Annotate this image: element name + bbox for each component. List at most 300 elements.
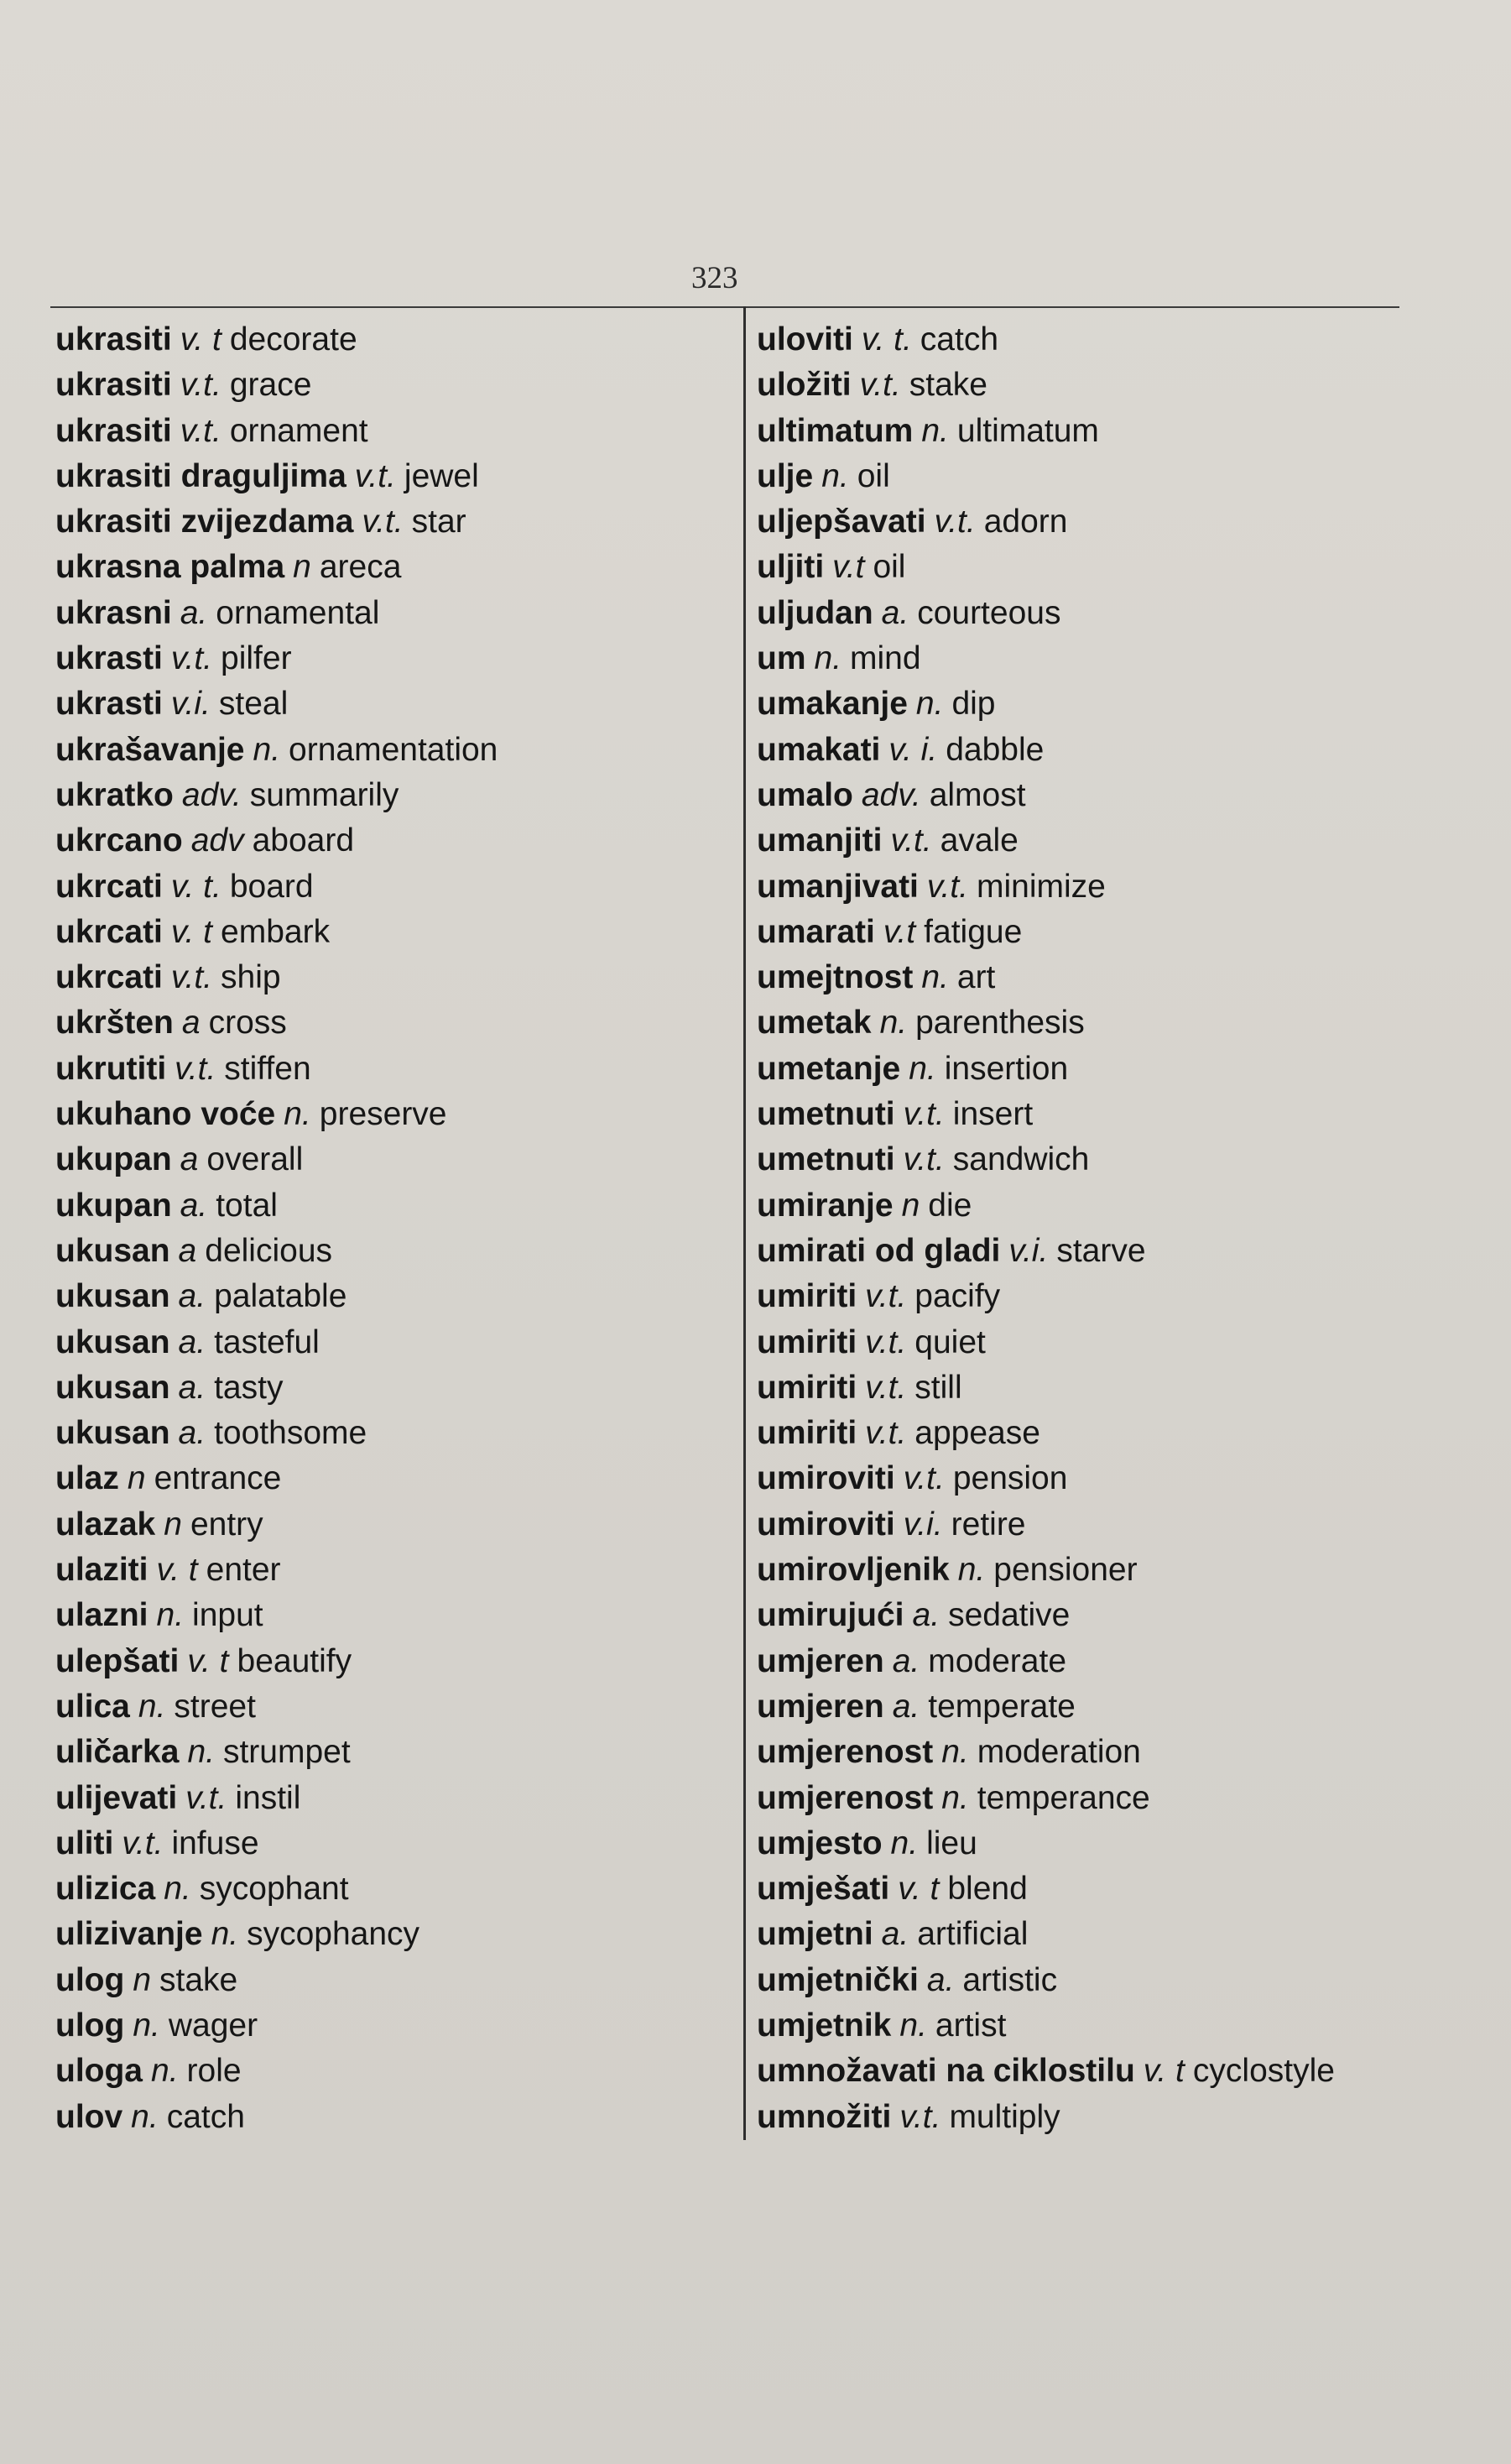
entry-part-of-speech: n. xyxy=(899,2007,927,2044)
entry-translation: stake xyxy=(159,1961,238,1998)
entry-part-of-speech: v.t. xyxy=(903,1096,945,1133)
entry-headword: ultimatum xyxy=(757,412,914,449)
entry-part-of-speech: n. xyxy=(941,1734,969,1771)
entry-headword: umjeren xyxy=(757,1688,884,1725)
entry-translation: almost xyxy=(929,776,1026,813)
entry-translation: total xyxy=(216,1187,278,1224)
dictionary-entry xyxy=(55,1000,727,1046)
dictionary-entry xyxy=(55,1229,727,1274)
entry-headword: umetnuti xyxy=(757,1141,895,1178)
dictionary-entry xyxy=(757,1912,1495,1957)
entry-translation: entry xyxy=(190,1506,263,1543)
entry-translation: board xyxy=(229,868,314,905)
entry-headword: ukusan xyxy=(55,1369,170,1406)
entry-translation: dip xyxy=(951,686,996,723)
entry-headword: umakati xyxy=(757,731,881,768)
entry-part-of-speech: n. xyxy=(151,2053,179,2090)
entry-part-of-speech: a. xyxy=(178,1415,206,1452)
entry-headword: umiriti xyxy=(757,1278,857,1315)
entry-part-of-speech: a. xyxy=(881,1916,909,1953)
entry-part-of-speech: a. xyxy=(892,1688,920,1725)
entry-part-of-speech: n xyxy=(293,549,311,586)
entry-part-of-speech: v.t. xyxy=(859,367,901,404)
dictionary-entry xyxy=(55,591,727,636)
entry-headword: umjerenost xyxy=(757,1779,934,1816)
dictionary-entry xyxy=(757,1684,1495,1730)
entry-translation: oil xyxy=(873,549,906,586)
dictionary-entry xyxy=(55,409,727,454)
entry-translation: beautify xyxy=(237,1642,352,1679)
entry-part-of-speech: n. xyxy=(138,1688,166,1725)
entry-part-of-speech: v.i. xyxy=(903,1506,943,1543)
entry-headword: ukrasti xyxy=(55,686,163,723)
dictionary-entry xyxy=(55,1866,727,1912)
entry-part-of-speech: v. t xyxy=(1143,2053,1185,2090)
entry-translation: cyclostyle xyxy=(1192,2053,1335,2090)
dictionary-entry xyxy=(757,636,1495,681)
entry-headword: umalo xyxy=(757,776,853,813)
dictionary-entry xyxy=(757,2095,1495,2140)
dictionary-entry xyxy=(55,1137,727,1182)
entry-translation: starve xyxy=(1056,1232,1146,1269)
entry-headword: ukupan xyxy=(55,1187,172,1224)
dictionary-entry xyxy=(757,1000,1495,1046)
entry-headword: umnožiti xyxy=(757,2098,892,2135)
entry-part-of-speech: a xyxy=(181,1005,201,1041)
entry-part-of-speech: v.t. xyxy=(185,1779,227,1816)
entry-part-of-speech: v. t xyxy=(180,321,221,358)
entry-part-of-speech: v. t xyxy=(898,1871,940,1908)
dictionary-entry xyxy=(55,955,727,1000)
entry-translation: strumpet xyxy=(222,1734,351,1771)
entry-headword: ulepšati xyxy=(55,1642,180,1679)
entry-part-of-speech: v.t. xyxy=(865,1278,907,1315)
entry-translation: instil xyxy=(235,1779,301,1816)
entry-headword: ulog xyxy=(55,2007,125,2044)
entry-headword: umirujući xyxy=(757,1597,904,1634)
entry-headword: ukrcati xyxy=(55,959,163,996)
entry-translation: minimize xyxy=(977,868,1106,905)
entry-part-of-speech: a. xyxy=(178,1278,206,1315)
entry-part-of-speech: n. xyxy=(284,1096,311,1133)
entry-headword: umiriti xyxy=(757,1323,857,1360)
entry-part-of-speech: v.t. xyxy=(903,1141,945,1178)
entry-headword: ulov xyxy=(55,2098,123,2135)
entry-translation: infuse xyxy=(171,1825,259,1861)
entry-part-of-speech: n. xyxy=(821,457,849,494)
dictionary-entry xyxy=(55,1320,727,1365)
entry-headword: ukusan xyxy=(55,1323,170,1360)
entry-part-of-speech: v.i. xyxy=(1008,1232,1049,1269)
dictionary-entry xyxy=(757,955,1495,1000)
entry-translation: fatigue xyxy=(924,913,1023,950)
entry-part-of-speech: a xyxy=(178,1232,197,1269)
entry-translation: jewel xyxy=(404,457,479,494)
entry-translation: insert xyxy=(952,1096,1034,1133)
entry-part-of-speech: v. t. xyxy=(170,868,221,905)
entry-part-of-speech: v.t. xyxy=(180,412,221,449)
dictionary-entry xyxy=(757,1137,1495,1182)
dictionary-entry xyxy=(757,1229,1495,1274)
entry-part-of-speech: v.t. xyxy=(175,1050,216,1087)
entry-translation: role xyxy=(186,2053,242,2090)
entry-translation: street xyxy=(174,1688,256,1725)
dictionary-entry xyxy=(757,317,1495,363)
dictionary-entry xyxy=(757,2003,1495,2049)
entry-translation: pacify xyxy=(914,1278,1001,1315)
dictionary-entry xyxy=(55,1912,727,1957)
entry-headword: umirovljenik xyxy=(757,1552,950,1589)
entry-part-of-speech: n xyxy=(901,1187,920,1224)
entry-translation: courteous xyxy=(917,594,1061,631)
entry-headword: ukusan xyxy=(55,1415,170,1452)
dictionary-entry xyxy=(757,1776,1495,1821)
dictionary-entry xyxy=(55,636,727,681)
entry-headword: ukrasiti xyxy=(55,412,172,449)
entry-translation: artist xyxy=(935,2007,1007,2044)
entry-headword: uloga xyxy=(55,2053,143,2090)
dictionary-entry xyxy=(55,1502,727,1548)
entry-translation: ornamental xyxy=(216,594,380,631)
entry-translation: delicious xyxy=(205,1232,333,1269)
entry-translation: insertion xyxy=(944,1050,1069,1087)
entry-translation: sandwich xyxy=(952,1141,1090,1178)
right-column xyxy=(757,317,1495,2140)
entry-part-of-speech: n. xyxy=(957,1552,986,1589)
entry-translation: die xyxy=(928,1187,972,1224)
dictionary-entry xyxy=(55,773,727,818)
entry-translation: catch xyxy=(166,2098,245,2135)
dictionary-entry xyxy=(55,1730,727,1775)
dictionary-entry xyxy=(757,773,1495,818)
entry-translation: avale xyxy=(940,822,1019,859)
dictionary-entry xyxy=(757,1183,1495,1229)
entry-headword: umiriti xyxy=(757,1369,857,1406)
entry-translation: appease xyxy=(914,1415,1040,1452)
entry-part-of-speech: n. xyxy=(156,1597,185,1634)
entry-headword: um xyxy=(757,640,806,677)
entry-part-of-speech: v.t. xyxy=(934,504,976,540)
top-rule xyxy=(50,306,1399,308)
entry-translation: oil xyxy=(857,457,890,494)
entry-part-of-speech: v. t xyxy=(170,913,213,950)
dictionary-entry xyxy=(55,1548,727,1593)
entry-headword: ukusan xyxy=(55,1278,170,1315)
dictionary-entry xyxy=(757,499,1495,545)
entry-headword: ulizica xyxy=(55,1871,156,1908)
entry-part-of-speech: n. xyxy=(814,640,842,677)
dictionary-entry xyxy=(757,818,1495,864)
dictionary-entry xyxy=(757,1274,1495,1319)
entry-headword: ulaz xyxy=(55,1460,119,1497)
page-number: 323 xyxy=(691,261,738,295)
entry-translation: stake xyxy=(909,367,987,404)
entry-translation: pilfer xyxy=(221,640,292,677)
entry-part-of-speech: v. t xyxy=(156,1552,198,1589)
entry-translation: tasty xyxy=(214,1369,284,1406)
entry-headword: ukrasna palma xyxy=(55,549,285,586)
entry-part-of-speech: n xyxy=(133,1961,152,1998)
dictionary-entry xyxy=(757,1411,1495,1456)
entry-headword: ulje xyxy=(757,457,814,494)
entry-translation: ship xyxy=(221,959,281,996)
entry-part-of-speech: adv. xyxy=(861,776,921,813)
entry-translation: ornamentation xyxy=(289,731,498,768)
entry-translation: blend xyxy=(947,1871,1028,1908)
entry-headword: ulizivanje xyxy=(55,1916,203,1953)
entry-translation: decorate xyxy=(229,321,357,358)
entry-translation: temperance xyxy=(977,1779,1150,1816)
entry-translation: mind xyxy=(850,640,921,677)
entry-headword: ulaziti xyxy=(55,1552,148,1589)
entry-translation: steal xyxy=(218,686,289,723)
entry-translation: artistic xyxy=(962,1961,1058,1998)
dictionary-entry xyxy=(55,1593,727,1638)
entry-part-of-speech: v.t. xyxy=(890,822,932,859)
entry-part-of-speech: v.t. xyxy=(899,2098,941,2135)
entry-headword: uloviti xyxy=(757,321,853,358)
entry-part-of-speech: a. xyxy=(180,594,208,631)
entry-headword: ulica xyxy=(55,1688,130,1725)
dictionary-entry xyxy=(757,1593,1495,1638)
entry-part-of-speech: v.t. xyxy=(865,1323,907,1360)
entry-headword: umiroviti xyxy=(757,1460,895,1497)
dictionary-entry xyxy=(55,1456,727,1501)
entry-headword: ukrasiti xyxy=(55,321,172,358)
entry-headword: uljepšavati xyxy=(757,504,926,540)
entry-headword: umjeren xyxy=(757,1642,884,1679)
entry-part-of-speech: a. xyxy=(892,1642,920,1679)
entry-part-of-speech: a. xyxy=(178,1369,206,1406)
dictionary-entry xyxy=(55,2095,727,2140)
dictionary-entry xyxy=(757,1548,1495,1593)
entry-headword: ukuhano voće xyxy=(55,1096,276,1133)
entry-part-of-speech: v.t xyxy=(832,549,865,586)
dictionary-entry xyxy=(757,1730,1495,1775)
entry-part-of-speech: v. i. xyxy=(888,731,938,768)
entry-headword: umetnuti xyxy=(757,1096,895,1133)
entry-headword: ukrcano xyxy=(55,822,183,859)
dictionary-entry xyxy=(55,499,727,545)
dictionary-entry xyxy=(55,1092,727,1137)
entry-headword: ukrasiti xyxy=(55,367,172,404)
dictionary-entry xyxy=(55,1958,727,2003)
left-column xyxy=(55,317,727,2140)
dictionary-entry xyxy=(757,1320,1495,1365)
entry-headword: umnožavati na ciklostilu xyxy=(757,2053,1135,2090)
entry-part-of-speech: v.t xyxy=(883,913,916,950)
entry-translation: art xyxy=(956,959,996,996)
dictionary-entry xyxy=(55,1639,727,1684)
dictionary-entry xyxy=(757,409,1495,454)
entry-headword: ulazni xyxy=(55,1597,148,1634)
entry-part-of-speech: n. xyxy=(133,2007,160,2044)
entry-headword: ukrasiti draguljima xyxy=(55,457,346,494)
entry-translation: areca xyxy=(319,549,402,586)
entry-headword: umješati xyxy=(757,1871,890,1908)
dictionary-entry xyxy=(55,454,727,499)
entry-headword: umjerenost xyxy=(757,1734,934,1771)
entry-part-of-speech: v.t. xyxy=(865,1369,907,1406)
entry-headword: umiriti xyxy=(757,1415,857,1452)
entry-translation: wager xyxy=(168,2007,258,2044)
entry-headword: ukupan xyxy=(55,1141,172,1178)
entry-translation: sedative xyxy=(948,1597,1071,1634)
entry-translation: quiet xyxy=(914,1323,986,1360)
entry-headword: umjetnik xyxy=(757,2007,892,2044)
entry-translation: overall xyxy=(206,1141,304,1178)
entry-translation: parenthesis xyxy=(915,1005,1085,1041)
entry-part-of-speech: n. xyxy=(921,412,949,449)
dictionary-entry xyxy=(55,1183,727,1229)
entry-headword: ukršten xyxy=(55,1005,174,1041)
entry-headword: umakanje xyxy=(757,686,908,723)
entry-part-of-speech: v.t. xyxy=(865,1415,907,1452)
dictionary-entry xyxy=(55,1047,727,1092)
entry-part-of-speech: v.t. xyxy=(903,1460,945,1497)
entry-headword: ulijevati xyxy=(55,1779,178,1816)
dictionary-entry xyxy=(55,728,727,773)
entry-translation: artificial xyxy=(917,1916,1029,1953)
entry-headword: ukrasti xyxy=(55,640,163,677)
dictionary-entry xyxy=(757,681,1495,727)
entry-part-of-speech: v.i. xyxy=(170,686,211,723)
entry-headword: umjesto xyxy=(757,1825,883,1861)
dictionary-entry xyxy=(757,1866,1495,1912)
dictionary-entry xyxy=(55,864,727,910)
entry-part-of-speech: v.t. xyxy=(170,640,213,677)
entry-part-of-speech: n. xyxy=(131,2098,159,2135)
entry-translation: enter xyxy=(206,1552,281,1589)
dictionary-entry xyxy=(757,1502,1495,1548)
dictionary-entry xyxy=(55,818,727,864)
entry-headword: ukrašavanje xyxy=(55,731,245,768)
entry-part-of-speech: a xyxy=(180,1141,199,1178)
entry-part-of-speech: n. xyxy=(879,1005,908,1041)
dictionary-entry xyxy=(757,1365,1495,1411)
entry-headword: umetanje xyxy=(757,1050,901,1087)
dictionary-entry xyxy=(757,910,1495,955)
entry-translation: aboard xyxy=(252,822,355,859)
entry-headword: ukratko xyxy=(55,776,174,813)
entry-part-of-speech: n. xyxy=(253,731,281,768)
dictionary-entry xyxy=(757,1456,1495,1501)
entry-part-of-speech: a. xyxy=(926,1961,955,1998)
entry-part-of-speech: n. xyxy=(921,959,949,996)
dictionary-entry xyxy=(55,1776,727,1821)
entry-headword: uljudan xyxy=(757,594,873,631)
dictionary-entry xyxy=(55,910,727,955)
dictionary-entry xyxy=(55,1274,727,1319)
entry-part-of-speech: n. xyxy=(187,1734,215,1771)
entry-headword: umanjiti xyxy=(757,822,883,859)
entry-part-of-speech: adv. xyxy=(181,776,242,813)
entry-translation: multiply xyxy=(949,2098,1060,2135)
entry-part-of-speech: n xyxy=(164,1506,182,1543)
entry-translation: preserve xyxy=(319,1096,447,1133)
dictionary-entry xyxy=(757,545,1495,590)
entry-translation: moderate xyxy=(928,1642,1067,1679)
entry-headword: umjetnički xyxy=(757,1961,919,1998)
entry-translation: embark xyxy=(221,913,331,950)
entry-translation: sycophant xyxy=(199,1871,349,1908)
entry-translation: ultimatum xyxy=(956,412,1099,449)
entry-part-of-speech: v.t. xyxy=(354,457,396,494)
entry-part-of-speech: v.t. xyxy=(926,868,969,905)
dictionary-entry xyxy=(757,454,1495,499)
entry-translation: tasteful xyxy=(214,1323,320,1360)
dictionary-entry xyxy=(757,2049,1495,2094)
entry-translation: catch xyxy=(920,321,999,358)
entry-part-of-speech: n. xyxy=(890,1825,919,1861)
dictionary-entry xyxy=(757,1958,1495,2003)
entry-part-of-speech: adv xyxy=(190,822,244,859)
entry-part-of-speech: n. xyxy=(164,1871,191,1908)
dictionary-entry xyxy=(757,1092,1495,1137)
dictionary-entry xyxy=(55,317,727,363)
entry-part-of-speech: n. xyxy=(909,1050,936,1087)
entry-part-of-speech: n. xyxy=(915,686,944,723)
entry-headword: ukrcati xyxy=(55,868,163,905)
dictionary-entry xyxy=(757,1821,1495,1866)
dictionary-entry xyxy=(55,1684,727,1730)
entry-translation: palatable xyxy=(214,1278,347,1315)
entry-headword: ulazak xyxy=(55,1506,156,1543)
entry-part-of-speech: n xyxy=(127,1460,146,1497)
entry-part-of-speech: a. xyxy=(912,1597,940,1634)
dictionary-entry xyxy=(757,591,1495,636)
entry-part-of-speech: a. xyxy=(180,1187,208,1224)
entry-part-of-speech: v. t. xyxy=(861,321,912,358)
dictionary-entry xyxy=(757,864,1495,910)
entry-translation: lieu xyxy=(926,1825,977,1861)
entry-translation: toothsome xyxy=(214,1415,367,1452)
entry-headword: uljiti xyxy=(757,549,825,586)
entry-translation: star xyxy=(411,504,466,540)
entry-headword: ukusan xyxy=(55,1232,170,1269)
entry-headword: ulog xyxy=(55,1961,125,1998)
entry-headword: uličarka xyxy=(55,1734,180,1771)
dictionary-entry xyxy=(757,1639,1495,1684)
entry-part-of-speech: a. xyxy=(178,1323,206,1360)
entry-headword: ukrcati xyxy=(55,913,163,950)
entry-translation: adorn xyxy=(983,504,1068,540)
entry-part-of-speech: n. xyxy=(211,1916,239,1953)
entry-headword: umarati xyxy=(757,913,875,950)
entry-headword: umejtnost xyxy=(757,959,914,996)
entry-translation: sycophancy xyxy=(247,1916,420,1953)
entry-translation: cross xyxy=(208,1005,287,1041)
entry-headword: uložiti xyxy=(757,367,852,404)
entry-headword: ukrasni xyxy=(55,594,172,631)
entry-headword: umetak xyxy=(757,1005,872,1041)
dictionary-entry xyxy=(55,2049,727,2094)
entry-translation: retire xyxy=(951,1506,1026,1543)
entry-part-of-speech: v. t xyxy=(187,1642,229,1679)
dictionary-entry xyxy=(55,363,727,408)
entry-translation: still xyxy=(914,1369,962,1406)
entry-part-of-speech: n. xyxy=(941,1779,969,1816)
dictionary-entry xyxy=(757,728,1495,773)
entry-translation: temperate xyxy=(928,1688,1076,1725)
dictionary-entry xyxy=(55,1821,727,1866)
entry-translation: pensioner xyxy=(993,1552,1138,1589)
entry-headword: umjetni xyxy=(757,1916,873,1953)
entry-translation: summarily xyxy=(249,776,399,813)
entry-part-of-speech: v.t. xyxy=(122,1825,164,1861)
column-divider xyxy=(743,306,746,2140)
dictionary-entry xyxy=(757,1047,1495,1092)
